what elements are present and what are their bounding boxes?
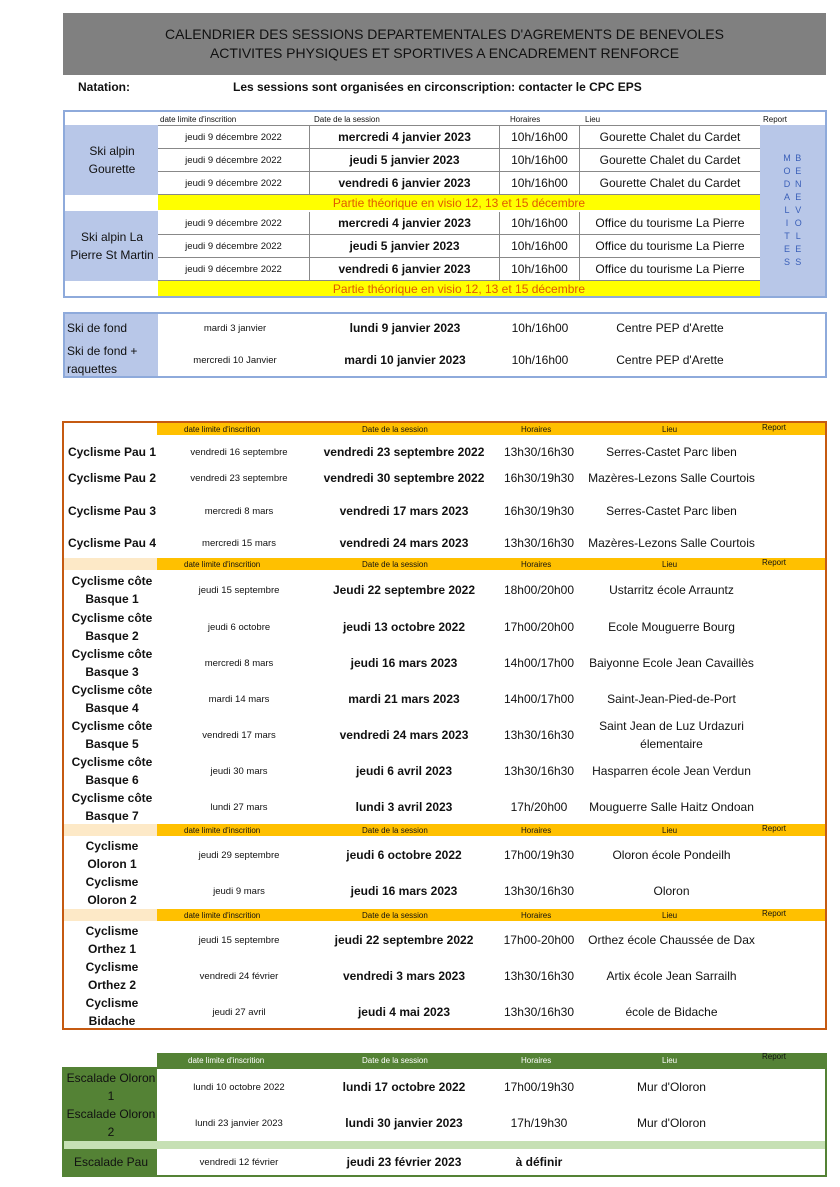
fond-row-limit: mardi 3 janvier bbox=[203, 322, 267, 334]
cyclisme-row-limit: vendredi 23 septembre bbox=[190, 472, 288, 484]
cyclisme-row-hours: 14h00/17h00 bbox=[503, 692, 575, 706]
esc-header-limite: date limite d'inscrition bbox=[188, 1055, 265, 1065]
cyclisme-row-name: Cyclisme côte Basque 3 bbox=[71, 647, 153, 679]
cyclisme-row-date: jeudi 16 mars 2023 bbox=[350, 656, 458, 670]
cyclisme-row-name: Cyclisme côte Basque 2 bbox=[71, 611, 153, 643]
cyclisme-row-date: vendredi 17 mars 2023 bbox=[339, 504, 469, 518]
cyclisme-row-hours: 13h30/16h30 bbox=[503, 969, 575, 983]
cyclisme-row-hours: 17h00-20h00 bbox=[503, 933, 575, 947]
cyclisme-section bbox=[62, 421, 827, 1030]
cyclisme-row-hours: 13h30/16h30 bbox=[503, 884, 575, 898]
fond-row-date: lundi 9 janvier 2023 bbox=[349, 321, 461, 335]
esc-header-report: Report bbox=[762, 1051, 787, 1061]
cyclisme-row-date: jeudi 22 septembre 2022 bbox=[334, 933, 474, 947]
benevoles-letter: E bbox=[795, 192, 802, 202]
cyclisme-row-limit: jeudi 27 avril bbox=[212, 1006, 266, 1018]
cyclisme-row-date: jeudi 4 mai 2023 bbox=[357, 1005, 451, 1019]
ski-row-place: Gourette Chalet du Cardet bbox=[580, 172, 760, 195]
modalites-letters bbox=[783, 152, 802, 269]
ski-row-limit: jeudi 9 décembre 2022 bbox=[158, 258, 310, 281]
ski-row-date: jeudi 5 janvier 2023 bbox=[310, 235, 500, 258]
cyclisme-row-hours: 13h30/16h30 bbox=[503, 764, 575, 778]
cyclisme-row-place: Ustarritz école Arrauntz bbox=[609, 583, 734, 597]
cyclisme-row-name: Cyclisme Pau 3 bbox=[67, 504, 157, 518]
ski-row-hours: 10h/16h00 bbox=[500, 172, 580, 195]
esc-header-horaires: Horaires bbox=[521, 1055, 552, 1065]
cyclisme-row-date: mardi 21 mars 2023 bbox=[348, 692, 460, 706]
modalites-letter: T bbox=[784, 231, 790, 241]
cyclisme-row-hours: 13h30/16h30 bbox=[503, 445, 575, 459]
esc-header-lieu: Lieu bbox=[662, 1055, 678, 1065]
cyclisme-row-limit: vendredi 24 février bbox=[199, 970, 279, 982]
cyclisme-row-hours: 16h30/19h30 bbox=[503, 471, 575, 485]
escalade-row-limit: lundi 10 octobre 2022 bbox=[193, 1081, 285, 1093]
modalites-column bbox=[783, 152, 791, 269]
ski-row-hours: 10h/16h00 bbox=[500, 149, 580, 172]
cyclisme-row-place: école de Bidache bbox=[625, 1005, 718, 1019]
escalade-pau-date: jeudi 23 février 2023 bbox=[346, 1155, 462, 1169]
ski-row-hours: 10h/16h00 bbox=[500, 235, 580, 258]
ski-row-place: Office du tourisme La Pierre bbox=[580, 258, 760, 281]
ski-row-limit: jeudi 9 décembre 2022 bbox=[158, 212, 310, 235]
fond-row-place: Centre PEP d'Arette bbox=[616, 321, 724, 335]
cyclisme-row-limit: vendredi 17 mars bbox=[202, 729, 276, 741]
cyc-header-horaires: Horaires bbox=[521, 424, 552, 434]
modalites-letter: L bbox=[784, 205, 790, 215]
escalade-row-date: lundi 30 janvier 2023 bbox=[345, 1116, 463, 1130]
cyclisme-row-name: Cyclisme Orthez 2 bbox=[85, 960, 139, 992]
cyclisme-row-date: vendredi 30 septembre 2022 bbox=[323, 471, 485, 485]
page-title bbox=[63, 13, 826, 75]
cyclisme-row-name: Cyclisme Oloron 2 bbox=[85, 875, 139, 907]
natation-text: Les sessions sont organisées en circonscription: contacter le CPC EPS bbox=[233, 80, 642, 94]
cyclisme-row-name: Cyclisme Orthez 1 bbox=[85, 924, 139, 956]
fond-row-name: Ski de fond bbox=[67, 321, 128, 335]
cyclisme-row-date: jeudi 13 octobre 2022 bbox=[342, 620, 466, 634]
cyclisme-row-place: Saint-Jean-Pied-de-Port bbox=[607, 692, 736, 706]
modalites-letter: M bbox=[783, 153, 791, 163]
ski-row-limit: jeudi 9 décembre 2022 bbox=[158, 235, 310, 258]
benevoles-letter: V bbox=[795, 205, 802, 215]
fond-row-place: Centre PEP d'Arette bbox=[616, 353, 724, 367]
ski-row-limit: jeudi 9 décembre 2022 bbox=[158, 126, 310, 149]
cyclisme-row-date: vendredi 3 mars 2023 bbox=[342, 969, 466, 983]
cyclisme-row-date: vendredi 24 mars 2023 bbox=[339, 536, 469, 550]
cyclisme-row-place: Ecole Mouguerre Bourg bbox=[608, 620, 735, 634]
modalites-letter: I bbox=[785, 218, 789, 228]
cyclisme-row-hours: 17h00/19h30 bbox=[503, 848, 575, 862]
cyclisme-row-hours: 14h00/17h00 bbox=[503, 656, 575, 670]
ski-fond-section bbox=[63, 312, 827, 378]
ski-row-place: Gourette Chalet du Cardet bbox=[580, 149, 760, 172]
escalade-section bbox=[62, 1067, 827, 1177]
escalade-row-name: Escalade Oloron 1 bbox=[66, 1071, 156, 1103]
cyc-header-horaires: Horaires bbox=[521, 910, 552, 920]
header-lieu: Lieu bbox=[585, 114, 601, 124]
cyclisme-row-hours: 16h30/19h30 bbox=[503, 504, 575, 518]
cyclisme-row-limit: mardi 14 mars bbox=[208, 693, 270, 705]
ski-gourette-name: Ski alpin Gourette bbox=[88, 144, 136, 176]
cyclisme-row-hours: 18h00/20h00 bbox=[503, 583, 575, 597]
cyc-header-report: Report bbox=[762, 908, 787, 918]
cyclisme-row-date: vendredi 23 septembre 2022 bbox=[323, 445, 485, 459]
cyc-header-report: Report bbox=[762, 422, 787, 432]
natation-label: Natation: bbox=[78, 80, 130, 94]
escalade-row-limit: lundi 23 janvier 2023 bbox=[195, 1117, 283, 1129]
escalade-row-name: Escalade Oloron 2 bbox=[66, 1107, 156, 1139]
benevoles-letter: N bbox=[794, 179, 802, 189]
cyclisme-row-place: Hasparren école Jean Verdun bbox=[592, 764, 751, 778]
header-report: Report bbox=[763, 114, 788, 124]
cyc-header-lieu: Lieu bbox=[662, 910, 678, 920]
cyclisme-row-hours: 13h30/16h30 bbox=[503, 1005, 575, 1019]
cyclisme-row-date: lundi 3 avril 2023 bbox=[355, 800, 453, 814]
fond-row-hours: 10h/16h00 bbox=[511, 321, 569, 335]
ski-row-hours: 10h/16h00 bbox=[500, 258, 580, 281]
ski-row-limit: jeudi 9 décembre 2022 bbox=[158, 172, 310, 195]
benevoles-letter: E bbox=[795, 244, 802, 254]
escalade-pau-hours: à définir bbox=[515, 1155, 563, 1169]
cyclisme-row-limit: jeudi 15 septembre bbox=[198, 934, 280, 946]
cyclisme-row-place: Serres-Castet Parc liben bbox=[606, 504, 737, 518]
ski-row-place: Office du tourisme La Pierre bbox=[580, 235, 760, 258]
cyc-header-limite: date limite d'inscrition bbox=[184, 559, 261, 569]
ski-row-date: mercredi 4 janvier 2023 bbox=[310, 126, 500, 149]
cyclisme-row-hours: 13h30/16h30 bbox=[503, 536, 575, 550]
escalade-row-place: Mur d'Oloron bbox=[637, 1080, 706, 1094]
cyc-header-limite: date limite d'inscrition bbox=[184, 910, 261, 920]
escalade-pau-name: Escalade Pau bbox=[73, 1155, 149, 1169]
cyclisme-side-band-2 bbox=[64, 824, 157, 836]
modalites-letter: D bbox=[783, 179, 791, 189]
fond-row-hours: 10h/16h00 bbox=[511, 353, 569, 367]
cyclisme-row-limit: mercredi 15 mars bbox=[202, 537, 276, 549]
cyclisme-row-place: Serres-Castet Parc liben bbox=[606, 445, 737, 459]
cyclisme-row-limit: mercredi 8 mars bbox=[204, 505, 274, 517]
cyclisme-row-name: Cyclisme côte Basque 4 bbox=[71, 683, 153, 715]
cyclisme-row-name: Cyclisme côte Basque 7 bbox=[71, 791, 153, 823]
cyc-header-limite: date limite d'inscrition bbox=[184, 424, 261, 434]
benevoles-letter: S bbox=[795, 257, 802, 267]
ski-pierre-name: Ski alpin La Pierre St Martin bbox=[70, 230, 154, 262]
ski-row-limit: jeudi 9 décembre 2022 bbox=[158, 149, 310, 172]
ski-row-date: mercredi 4 janvier 2023 bbox=[310, 212, 500, 235]
cyclisme-row-name: Cyclisme côte Basque 1 bbox=[71, 574, 153, 606]
cyclisme-row-place: Mazères-Lezons Salle Courtois bbox=[588, 471, 755, 485]
ski-row-hours: 10h/16h00 bbox=[500, 126, 580, 149]
ski-row-place: Gourette Chalet du Cardet bbox=[580, 126, 760, 149]
cyclisme-side-band-1 bbox=[64, 558, 157, 570]
header-limite: date limite d'inscrition bbox=[160, 114, 237, 124]
theory-row-gourette: Partie théorique en visio 12, 13 et 15 décembre bbox=[158, 195, 760, 210]
cyc-header-lieu: Lieu bbox=[662, 559, 678, 569]
cyclisme-row-place: Oloron bbox=[653, 884, 690, 898]
ski-row-hours: 10h/16h00 bbox=[500, 212, 580, 235]
fond-row-limit: mercredi 10 Janvier bbox=[193, 354, 277, 366]
benevoles-column bbox=[795, 152, 802, 269]
modalites-benevoles bbox=[760, 125, 825, 296]
title-line-2: ACTIVITES PHYSIQUES ET SPORTIVES A ENCADREMENT RENFORCE bbox=[209, 45, 680, 61]
cyc-header-lieu: Lieu bbox=[662, 424, 678, 434]
cyc-header-report: Report bbox=[762, 823, 787, 833]
cyclisme-row-date: Jeudi 22 septembre 2022 bbox=[332, 583, 476, 597]
escalade-row-date: lundi 17 octobre 2022 bbox=[342, 1080, 466, 1094]
cyc-header-session: Date de la session bbox=[362, 825, 428, 835]
modalites-letter: O bbox=[783, 166, 791, 176]
ski-row-date: vendredi 6 janvier 2023 bbox=[310, 258, 500, 281]
cyclisme-row-date: jeudi 16 mars 2023 bbox=[350, 884, 458, 898]
header-session: Date de la session bbox=[314, 114, 380, 124]
ski-row-date: jeudi 5 janvier 2023 bbox=[310, 149, 500, 172]
cyclisme-row-limit: jeudi 9 mars bbox=[213, 885, 265, 897]
cyclisme-row-limit: jeudi 6 octobre bbox=[207, 621, 271, 633]
cyclisme-row-place: Artix école Jean Sarrailh bbox=[606, 969, 737, 983]
cyclisme-row-date: jeudi 6 avril 2023 bbox=[355, 764, 453, 778]
ski-row-date: vendredi 6 janvier 2023 bbox=[310, 172, 500, 195]
cyclisme-row-limit: mercredi 8 mars bbox=[204, 657, 274, 669]
modalites-letter: S bbox=[783, 257, 790, 267]
cyc-header-session: Date de la session bbox=[362, 910, 428, 920]
fond-row-name: Ski de fond + raquettes bbox=[67, 344, 138, 376]
benevoles-letter: E bbox=[795, 166, 802, 176]
cyclisme-row-place: Mouguerre Salle Haitz Ondoan bbox=[589, 800, 754, 814]
cyclisme-row-place: Saint Jean de Luz Urdazuri élementaire bbox=[599, 719, 744, 751]
cyclisme-row-name: Cyclisme côte Basque 5 bbox=[71, 719, 153, 751]
theory-row-pierre: Partie théorique en visio 12, 13 et 15 décembre bbox=[158, 281, 760, 296]
cyclisme-side-band-3 bbox=[64, 909, 157, 921]
esc-header-session: Date de la session bbox=[362, 1055, 428, 1065]
escalade-row-hours: 17h00/19h30 bbox=[503, 1080, 575, 1094]
benevoles-letter: O bbox=[794, 218, 802, 228]
cyc-header-session: Date de la session bbox=[362, 424, 428, 434]
cyclisme-row-place: Baiyonne Ecole Jean Cavaillès bbox=[589, 656, 754, 670]
cyclisme-row-limit: lundi 27 mars bbox=[210, 801, 268, 813]
cyc-header-horaires: Horaires bbox=[521, 825, 552, 835]
cyclisme-row-limit: jeudi 29 septembre bbox=[198, 849, 280, 861]
benevoles-letter: B bbox=[795, 153, 802, 163]
header-horaires: Horaires bbox=[510, 114, 541, 124]
modalites-letter: A bbox=[783, 192, 790, 202]
cyc-header-session: Date de la session bbox=[362, 559, 428, 569]
modalites-letter: E bbox=[783, 244, 790, 254]
cyclisme-row-name: Cyclisme Pau 1 bbox=[67, 445, 157, 459]
cyclisme-row-limit: vendredi 16 septembre bbox=[190, 446, 288, 458]
cyclisme-row-place: Orthez école Chaussée de Dax bbox=[588, 933, 755, 947]
cyc-header-lieu: Lieu bbox=[662, 825, 678, 835]
cyclisme-row-limit: jeudi 15 septembre bbox=[198, 584, 280, 596]
cyclisme-row-name: Cyclisme Bidache bbox=[85, 996, 139, 1028]
fond-row-date: mardi 10 janvier 2023 bbox=[344, 353, 466, 367]
cyclisme-row-hours: 13h30/16h30 bbox=[503, 728, 575, 742]
escalade-pau-limit: vendredi 12 février bbox=[199, 1156, 279, 1168]
cyclisme-row-name: Cyclisme Pau 4 bbox=[67, 536, 157, 550]
title-line-1: CALENDRIER DES SESSIONS DEPARTEMENTALES D'AGREMENTS DE BENEVOLES bbox=[165, 26, 724, 42]
cyc-header-report: Report bbox=[762, 557, 787, 567]
cyclisme-row-name: Cyclisme Oloron 1 bbox=[85, 839, 139, 871]
cyc-header-horaires: Horaires bbox=[521, 559, 552, 569]
escalade-row-hours: 17h/19h30 bbox=[510, 1116, 568, 1130]
cyclisme-row-place: Oloron école Pondeilh bbox=[612, 848, 731, 862]
cyclisme-row-name: Cyclisme côte Basque 6 bbox=[71, 755, 153, 787]
cyclisme-row-name: Cyclisme Pau 2 bbox=[67, 471, 157, 485]
ski-alpin-section bbox=[63, 110, 827, 298]
cyclisme-row-limit: jeudi 30 mars bbox=[210, 765, 268, 777]
cyclisme-row-hours: 17h00/20h00 bbox=[503, 620, 575, 634]
escalade-separator bbox=[64, 1141, 825, 1149]
cyclisme-row-date: vendredi 24 mars 2023 bbox=[339, 728, 469, 742]
ski-row-place: Office du tourisme La Pierre bbox=[580, 212, 760, 235]
benevoles-letter: L bbox=[795, 231, 801, 241]
cyclisme-row-hours: 17h/20h00 bbox=[510, 800, 568, 814]
cyclisme-row-place: Mazères-Lezons Salle Courtois bbox=[588, 536, 755, 550]
escalade-row-place: Mur d'Oloron bbox=[637, 1116, 706, 1130]
cyclisme-row-date: jeudi 6 octobre 2022 bbox=[346, 848, 462, 862]
cyc-header-limite: date limite d'inscrition bbox=[184, 825, 261, 835]
